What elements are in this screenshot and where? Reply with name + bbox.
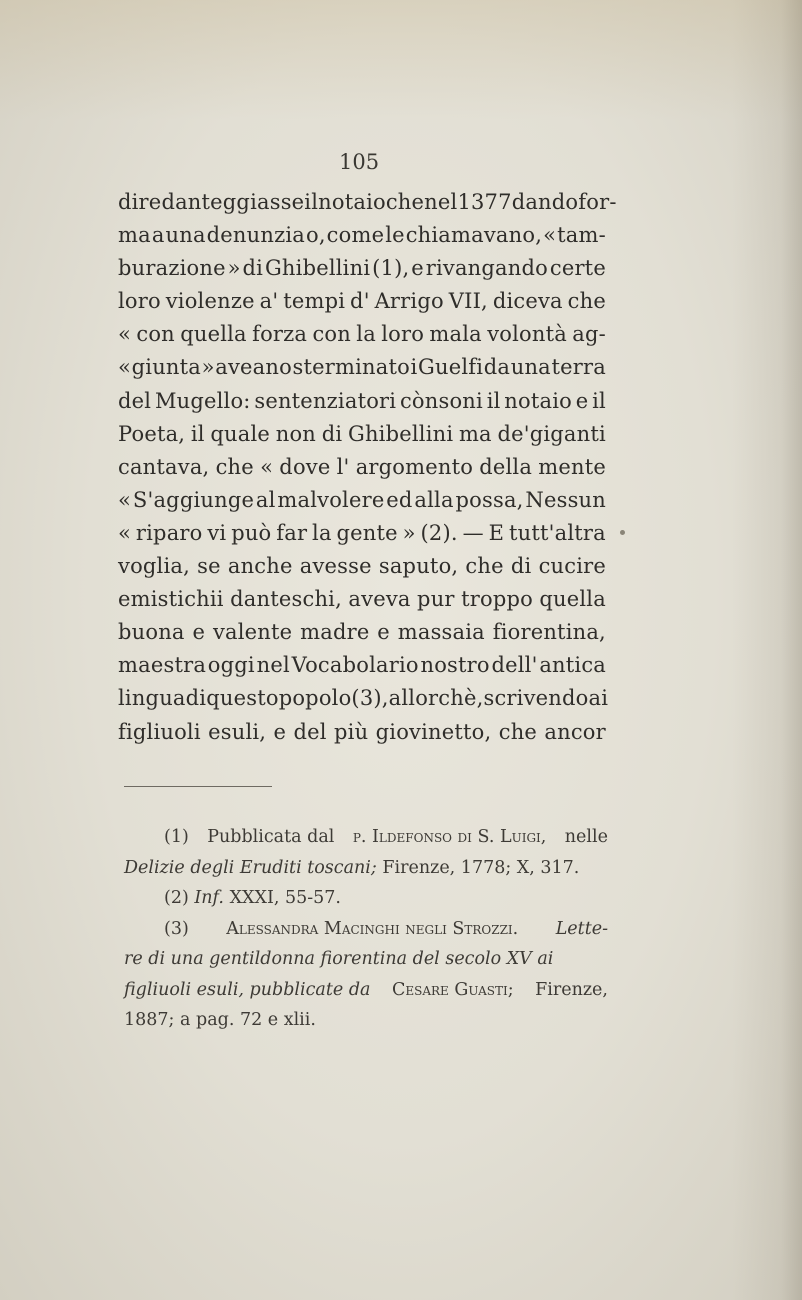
body-text: [118, 186, 617, 749]
text-line: maestra oggi nel Vocabolario nostro dell' antica: [118, 653, 606, 678]
footnote-1-lead: Pubblicata dal: [207, 827, 335, 847]
footnote-3-title-2: re di una gentildonna fiorentina del secolo XV ai: [124, 949, 554, 969]
footnote-3-title-1: Lette-: [555, 918, 608, 939]
text-line: « S'aggiunge al malvolere ed alla possa, Nessun: [118, 487, 606, 512]
text-line: dire danteggiasse il notaio che nel 1377 dando for-: [118, 190, 617, 214]
footnote-3-line-1: [124, 914, 608, 945]
text-line: lingua di questo popolo (3), allorchè, scrivendo ai: [118, 686, 609, 711]
footnote-3-author: Alessandra Macinghi negli Strozzi.: [226, 918, 519, 939]
footnote-1-line-1: [124, 822, 608, 853]
footnote-2: [124, 883, 608, 914]
text-line: « con quella forza con la loro mala volontà ag-: [118, 322, 606, 347]
footnote-3-place: Firenze,: [535, 979, 608, 1000]
text-line: del Mugello: sentenziatori cònsoni il notaio e il: [118, 388, 606, 413]
footnote-3-line-2: [124, 944, 608, 975]
text-line: « riparo vi può far la gente » (2). — E tutt'altra: [118, 520, 606, 545]
page-edge-shadow: [732, 0, 802, 1300]
footnote-1-author: p. Ildefonso di S. Luigi,: [352, 827, 547, 847]
footnote-3-editor: Cesare Guasti;: [391, 979, 514, 1000]
footnote-3-mark: (3): [164, 918, 189, 939]
text-line: emistichii danteschi, aveva pur troppo quella: [118, 587, 606, 612]
ink-speck: [620, 530, 625, 535]
text-line: burazione » di Ghibellini (1), e rivangando certe: [118, 256, 606, 281]
footnote-1-line-2: [124, 853, 608, 884]
footnote-2-reference: XXXI, 55-57.: [229, 888, 341, 908]
footnote-1-tail: nelle: [564, 827, 608, 847]
text-line: « giunta » aveano sterminato i Guelfi da una terra: [118, 355, 606, 380]
footnote-1-mark: (1): [164, 827, 189, 847]
text-line: cantava, che « dove l' argomento della mente: [118, 454, 606, 479]
footnote-1-title: Delizie degli Eruditi toscani;: [124, 857, 377, 878]
text-line: voglia, se anche avesse saputo, che di cucire: [118, 554, 606, 579]
footnotes: [124, 822, 608, 1036]
text-line: buona e valente madre e massaia fiorentina,: [118, 620, 606, 645]
footnote-3-line-3: [124, 975, 608, 1006]
text-line: loro violenze a' tempi d' Arrigo VII, diceva che: [118, 289, 606, 314]
page-number: 105: [339, 150, 380, 174]
text-line: Poeta, il quale non di Ghibellini ma de'giganti: [118, 421, 606, 446]
text-line: ma a una denunzia o, come le chiamavano, « tam-: [118, 223, 606, 248]
footnote-3-line-4: [124, 1005, 608, 1036]
footnote-1-publication: Firenze, 1778; X, 317.: [382, 857, 580, 878]
footnote-3-title-3: figliuoli esuli, pubblicate da: [124, 979, 371, 1000]
footnote-2-work: Inf.: [194, 888, 224, 908]
footnote-3-publication: 1887; a pag. 72 e xlii.: [124, 1010, 316, 1030]
paper-stain: [0, 0, 802, 120]
footnote-2-mark: (2): [164, 888, 189, 908]
text-line: figliuoli esuli, e del più giovinetto, che ancor: [118, 719, 606, 744]
footnote-divider: [124, 786, 272, 787]
